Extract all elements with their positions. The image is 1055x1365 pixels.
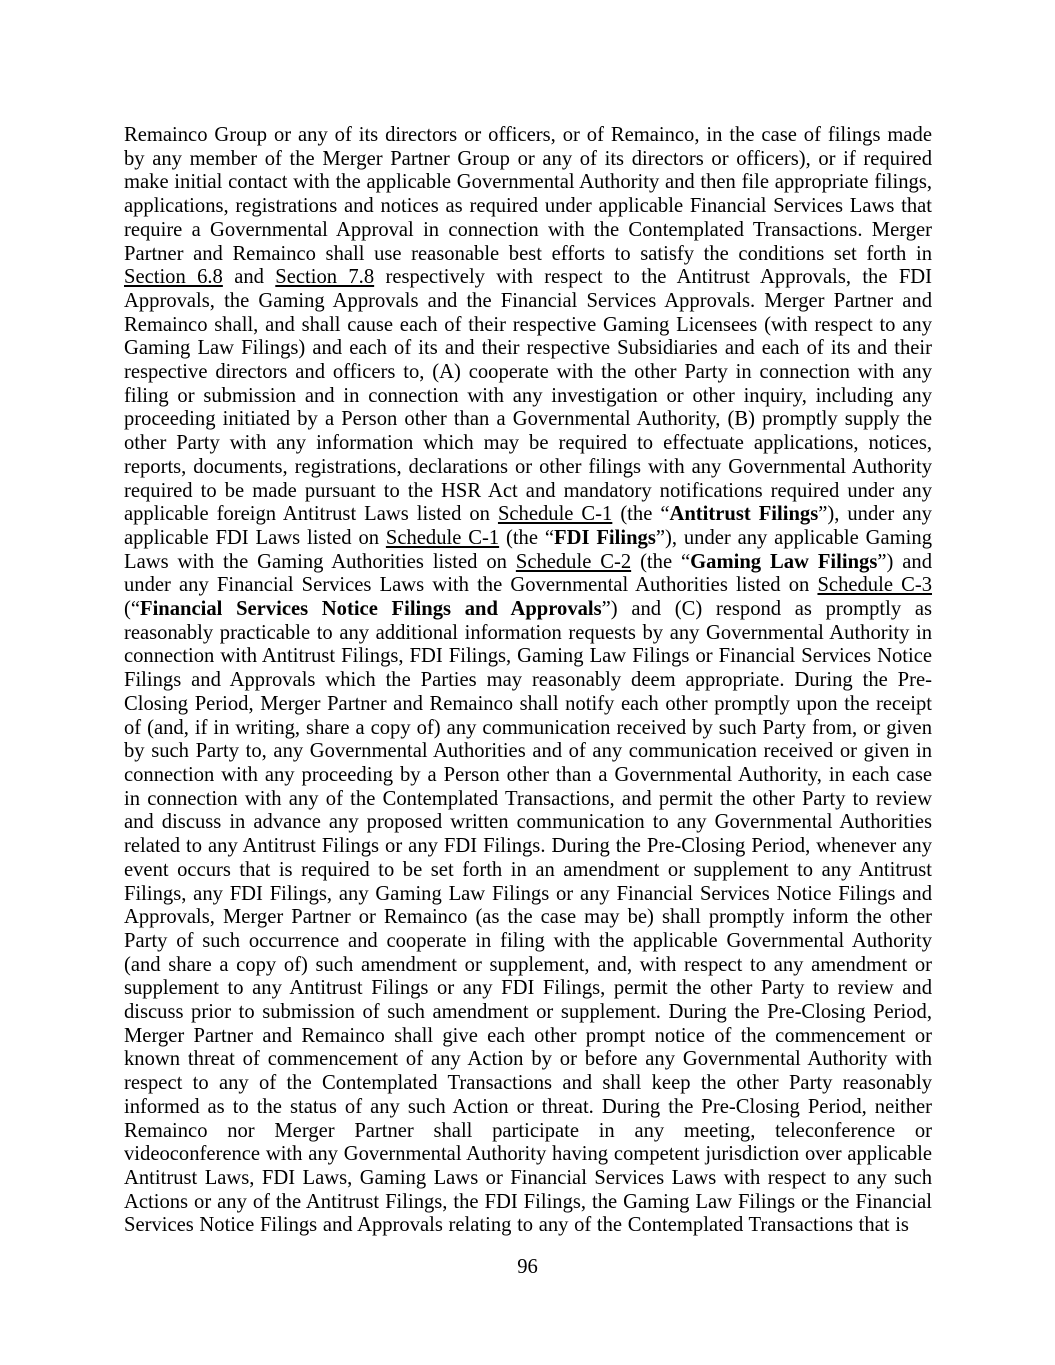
text-run-normal: respectively with respect to the Antitrust Approvals, the FDI Approvals, the Gaming Approvals and the Financial Services Approvals. Merger Partner and Remainco shall, and shall cause each of their respective Gaming Licensees (with respect to any Gaming Law Filings) and each of its and their respective Subsidiaries and each of its and their respective directors and officers to, (A) cooperate with the other Party in connection with any filing or submission and in connection with any investigation or other inquiry, including any proceeding initiated by a Person other than a Governmental Authority, (B) promptly supply the other Party with any information which may be required to effectuate applications, notices, reports, documents, registrations, declarations or other filings with any Governmental Authority required to be made pursuant to the HSR Act and mandatory notifications required under any applicable foreign Antitrust Laws listed on xyxy=(124,266,933,526)
text-run-normal: and xyxy=(222,266,276,289)
text-run-normal: ”) and under any Financial Services Laws with the Governmental Authorities listed on xyxy=(124,550,932,597)
text-run-underline: Schedule C-1 xyxy=(385,526,500,549)
text-run-underline: Schedule C-3 xyxy=(817,574,932,597)
text-run-normal: (the “ xyxy=(612,503,670,526)
text-run-underline: Section 7.8 xyxy=(275,266,375,289)
page-number: 96 xyxy=(517,1256,538,1278)
text-run-bold: Gaming Law Filings xyxy=(690,550,878,573)
text-run-normal: ”), under any applicable FDI Laws listed on xyxy=(124,503,932,549)
text-run-bold: Financial Services Notice Filings and Approvals xyxy=(140,598,602,621)
text-run-normal: ”), under any applicable Gaming Laws with the Gaming Authorities listed on xyxy=(124,526,932,573)
text-run-underline: Schedule C-2 xyxy=(515,550,632,573)
text-run-normal: Remainco Group or any of its directors or officers, or of Remainco, in the case of filings made by any member of the Merger Partner Group or any of its directors or officers), or if required make initial contact with the applicable Governmental Authority and then file appropriate filings, applications, registrations and notices as required under applicable Financial Services Laws that require a Governmental Approval in connection with the Contemplated Transactions. Merger Partner and Remainco shall use reasonable best efforts to satisfy the conditions set forth in xyxy=(124,124,932,265)
text-run-bold: FDI Filings xyxy=(554,526,656,549)
text-run-normal: ”) and (C) respond as promptly as reasonably practicable to any additional information requests by any Governmental Authority in connection with Antitrust Filings, FDI Filings, Gaming Law Filings or Financial Services Notice Filings and Approvals which the Parties may reasonably deem appropriate. During the Pre-Closing Period, Merger Partner and Remainco shall notify each other promptly upon the receipt of (and, if in writing, share a copy of) any communication received by such Party from, or given by such Party to, any Governmental Authorities and of any communication received or given in connection with any proceeding by a Person other than a Governmental Authority, in each case in connection with any of the Contemplated Transactions, and permit the other Party to review and discuss in advance any proposed written communication to any Governmental Authorities related to any Antitrust Filings or any FDI Filings. During the Pre-Closing Period, whenever any event occurs that is required to be set forth in an amendment or supplement to any Antitrust Filings, any FDI Filings, any Gaming Law Filings or any Financial Services Notice Filings and Approvals, Merger Partner or Remainco (as the case may be) shall promptly inform the other Party of such occurrence and cooperate in filing with the applicable Governmental Authority (and share a copy of) such amendment or supplement, and, with respect to any amendment or supplement to any Antitrust Filings or any FDI Filings, permit the other Party to review and discuss prior to submission of such amendment or supplement. During the Pre-Closing Period, Merger Partner and Remainco shall give each other prompt notice of the commencement or known threat of commencement of any Action by or before any Governmental Authority with respect to any of the Contemplated Transactions and shall keep the other Party reasonably informed as to the status of any such Action or threat. During the Pre-Closing Period, neither Remainco nor Merger Partner shall participate in any meeting, teleconference or videoconference with any Governmental Authority having competent jurisdiction over applicable Antitrust Laws, FDI Laws, Gaming Laws or Financial Services Laws with respect to any such Actions or any of the Antitrust Filings, the FDI Filings, the Gaming Law Filings or the Financial Services Notice Filings and Approvals relating to any of the Contemplated Transactions that is xyxy=(124,598,932,1237)
body-paragraph xyxy=(124,124,932,1238)
text-run-normal: (“ xyxy=(124,598,140,621)
text-run-normal: (the “ xyxy=(631,550,691,573)
text-run-underline: Schedule C-1 xyxy=(497,503,613,526)
text-run-normal: (the “ xyxy=(499,526,554,549)
text-run-underline: Section 6.8 xyxy=(124,266,223,289)
text-run-bold: Antitrust Filings xyxy=(669,503,819,526)
